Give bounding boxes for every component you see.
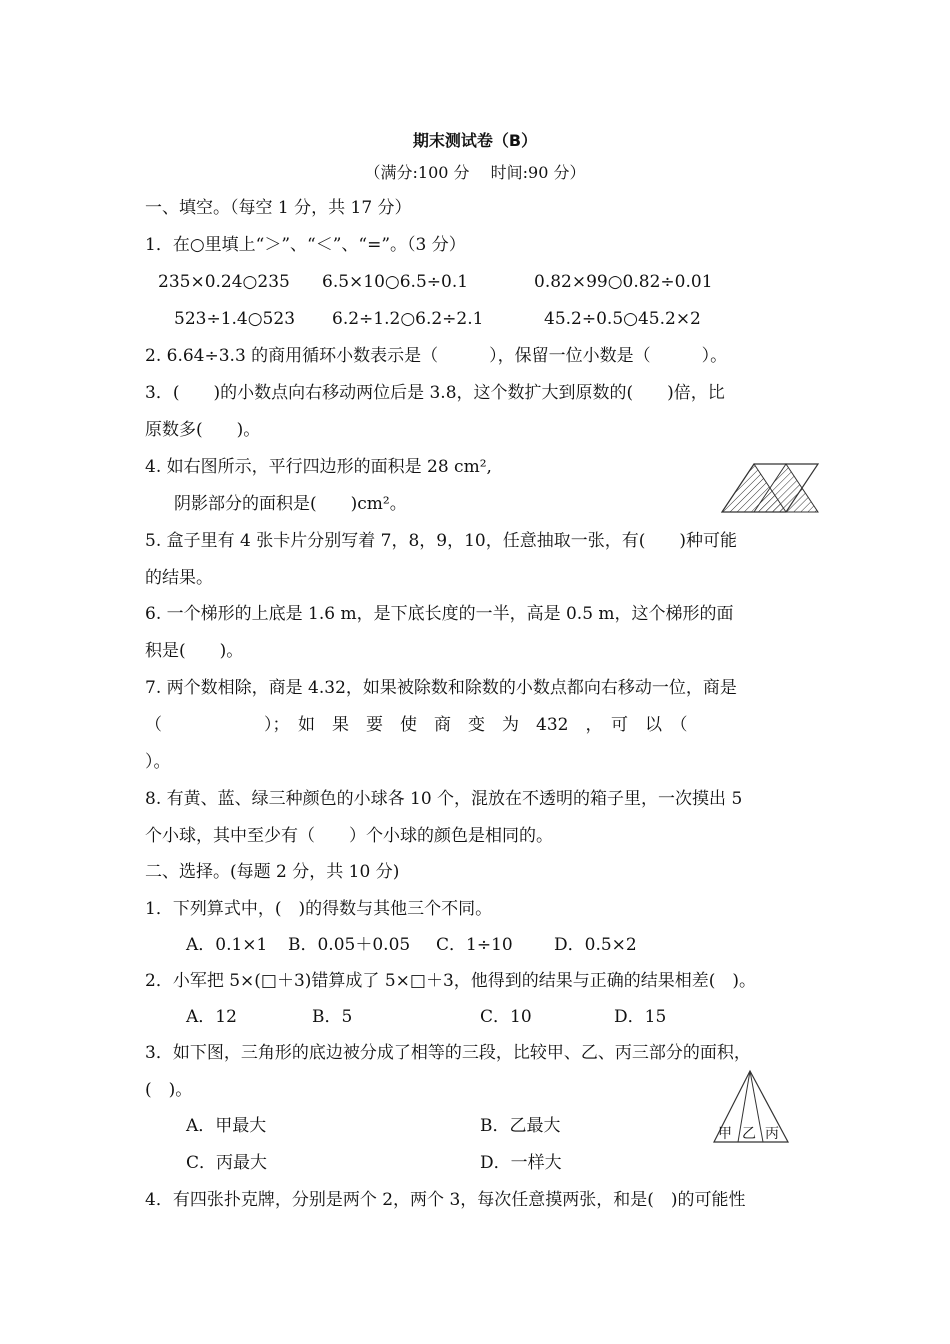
q5-line2: 的结果。	[145, 568, 213, 588]
figure-label-yi: 乙	[742, 1126, 756, 1142]
page-title: 期末测试卷（B）	[412, 131, 538, 150]
q6-line1: 6. 一个梯形的上底是 1.6 m，是下底长度的一半，高是 0.5 m，这个梯形的面	[145, 604, 734, 624]
q5-line1: 5. 盒子里有 4 张卡片分别写着 7，8，9，10，任意抽取一张，有( )种可能	[145, 531, 737, 551]
s2-q3-option-b: B．乙最大	[480, 1116, 561, 1136]
s2-q2-option-b: B．5	[312, 1007, 353, 1027]
page-subtitle: （满分:100 分 时间:90 分）	[364, 163, 586, 182]
s2-q4-line1: 4．有四张扑克牌，分别是两个 2，两个 3，每次任意摸两张，和是( )的可能性	[145, 1190, 746, 1210]
s2-q3-option-a: A．甲最大	[186, 1116, 267, 1136]
s2-q3-line2: ( )。	[145, 1080, 193, 1100]
q1-row2-item1: 523÷1.4○523	[174, 309, 296, 329]
q1-row1-item2: 6.5×10○6.5÷0.1	[322, 272, 469, 292]
s2-q2-stem: 2．小军把 5×(□＋3)错算成了 5×□＋3，他得到的结果与正确的结果相差( )。	[145, 971, 757, 991]
q7-line1: 7. 两个数相除，商是 4.32，如果被除数和除数的小数点都向右移动一位，商是	[145, 678, 737, 698]
figure-label-jia: 甲	[718, 1126, 732, 1142]
s2-q1-option-d: D．0.5×2	[554, 935, 637, 955]
q1-row2-item2: 6.2÷1.2○6.2÷2.1	[332, 309, 484, 329]
s2-q2-option-a: A．12	[186, 1007, 237, 1027]
s2-q1-stem: 1．下列算式中，( )的得数与其他三个不同。	[145, 899, 493, 919]
s2-q2-option-d: D．15	[614, 1007, 667, 1027]
s2-q2-option-c: C．10	[480, 1007, 532, 1027]
q1-row1-item1: 235×0.24○235	[158, 272, 290, 292]
s2-q3-option-c: C．丙最大	[186, 1153, 268, 1173]
q7-line2: （ ）； 如 果 要 使 商 变 为 432 ， 可 以 （	[145, 715, 688, 735]
section2-heading: 二、选择。(每题 2 分，共 10 分)	[145, 862, 400, 882]
section1-heading: 一、填空。（每空 1 分，共 17 分）	[145, 198, 412, 218]
s2-q1-option-a: A．0.1×1	[186, 935, 268, 955]
q2: 2. 6.64÷3.3 的商用循环小数表示是（ ），保留一位小数是（ ）。	[145, 346, 728, 366]
parallelogram-figure	[718, 460, 822, 516]
q3-line2: 原数多( )。	[145, 420, 261, 440]
q3-line1: 3．( )的小数点向右移动两位后是 3.8，这个数扩大到原数的( )倍，比	[145, 383, 725, 403]
q8-line2: 个小球，其中至少有（ ）个小球的颜色是相同的。	[145, 826, 553, 846]
q4-line2: 阴影部分的面积是( )cm²。	[174, 494, 407, 514]
s2-q1-option-b: B．0.05＋0.05	[288, 935, 411, 955]
q1-row2-item3: 45.2÷0.5○45.2×2	[544, 309, 701, 329]
q1-row1-item3: 0.82×99○0.82÷0.01	[534, 272, 713, 292]
s2-q3-line1: 3．如下图，三角形的底边被分成了相等的三段，比较甲、乙、丙三部分的面积，	[145, 1043, 751, 1063]
q6-line2: 积是( )。	[145, 641, 244, 661]
s2-q1-option-c: C．1÷10	[436, 935, 513, 955]
s2-q3-option-d: D．一样大	[480, 1153, 562, 1173]
q4-line1: 4. 如右图所示，平行四边形的面积是 28 cm²,	[145, 457, 492, 477]
figure-label-bing: 丙	[765, 1126, 779, 1142]
q7-line3: ）。	[145, 752, 171, 772]
q1-stem: 1．在○里填上“＞”、“＜”、“=”。（3 分）	[145, 235, 466, 255]
q8-line1: 8. 有黄、蓝、绿三种颜色的小球各 10 个，混放在不透明的箱子里，一次摸出 5	[145, 789, 743, 809]
triangle-figure	[708, 1068, 792, 1146]
